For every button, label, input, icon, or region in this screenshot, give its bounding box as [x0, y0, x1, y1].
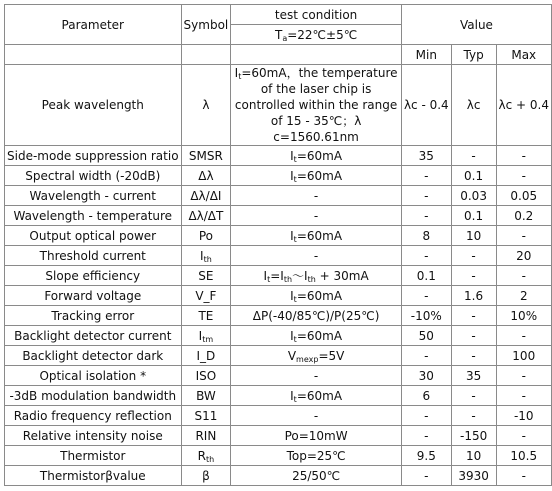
spec-table [4, 4, 552, 486]
header-blank-cond [231, 45, 402, 65]
param-cell: Radio frequency reflection [5, 406, 182, 426]
condition-cell: $I_t=60mA$ [231, 386, 402, 406]
param-cell: Backlight detector current [5, 326, 182, 346]
param-cell: Backlight detector dark [5, 346, 182, 366]
typ-cell: 10 [451, 446, 496, 466]
min-cell: 35 [401, 146, 451, 166]
symbol-cell: β [181, 466, 231, 486]
symbol-cell: Δλ/ΔT [181, 206, 231, 226]
min-cell: - [401, 246, 451, 266]
table-row [5, 426, 552, 446]
symbol-cell: BW [181, 386, 231, 406]
header-min: Min [401, 45, 451, 65]
table-row [5, 146, 552, 166]
max-cell: λc + 0.4 [496, 65, 551, 146]
header-max: Max [496, 45, 551, 65]
condition-cell: $I_t=I_{th}\sim I_{th} + 30mA$ [231, 266, 402, 286]
param-cell: Relative intensity noise [5, 426, 182, 446]
header-parameter: Parameter [5, 5, 182, 45]
param-cell: Thermistorβvalue [5, 466, 182, 486]
symbol-cell: λ [181, 65, 231, 146]
param-cell: Wavelength - current [5, 186, 182, 206]
typ-cell: - [451, 386, 496, 406]
header-blank-param [5, 45, 182, 65]
min-cell: -10% [401, 306, 451, 326]
condition-cell: Po=10mW [231, 426, 402, 446]
typ-cell: -150 [451, 426, 496, 446]
table-row [5, 366, 552, 386]
min-cell: - [401, 466, 451, 486]
condition-cell: - [231, 206, 402, 226]
header-symbol: Symbol [181, 5, 231, 45]
symbol-cell: ISO [181, 366, 231, 386]
max-cell: 10% [496, 306, 551, 326]
min-cell: - [401, 286, 451, 306]
min-cell: - [401, 406, 451, 426]
condition-cell: $I_t=60mA$ [231, 226, 402, 246]
symbol-cell: $R_{th}$ [181, 446, 231, 466]
condition-cell: - [231, 186, 402, 206]
condition-cell: - [231, 406, 402, 426]
symbol-cell: I_D [181, 346, 231, 366]
max-cell: - [496, 266, 551, 286]
symbol-cell: Δλ [181, 166, 231, 186]
max-cell: 20 [496, 246, 551, 266]
param-cell: Spectral width (-20dB) [5, 166, 182, 186]
table-row [5, 186, 552, 206]
symbol-cell: $I_{tm}$ [181, 326, 231, 346]
table-row [5, 346, 552, 366]
header-value: Value [401, 5, 551, 45]
typ-cell: 1.6 [451, 286, 496, 306]
header-row-1 [5, 5, 552, 25]
symbol-cell: Po [181, 226, 231, 246]
condition-cell: $I_t=60mA$ [231, 146, 402, 166]
min-cell: 30 [401, 366, 451, 386]
symbol-cell: V_F [181, 286, 231, 306]
condition-cell: $V_{mexp}=5V$ [231, 346, 402, 366]
symbol-cell: $I_{th}$ [181, 246, 231, 266]
param-cell: Tracking error [5, 306, 182, 326]
condition-cell: ΔP(-40/85℃)/P(25℃) [231, 306, 402, 326]
param-cell: Thermistor [5, 446, 182, 466]
param-cell: Peak wavelength [5, 65, 182, 146]
table-row [5, 406, 552, 426]
header-ambient-temp: $T_a=22℃\pm 5℃$ [231, 25, 402, 45]
min-cell: - [401, 206, 451, 226]
table-row [5, 166, 552, 186]
symbol-cell: SMSR [181, 146, 231, 166]
typ-cell: 0.1 [451, 206, 496, 226]
param-cell: Slope efficiency [5, 266, 182, 286]
symbol-cell: RIN [181, 426, 231, 446]
typ-cell: - [451, 326, 496, 346]
param-cell: Output optical power [5, 226, 182, 246]
table-row [5, 466, 552, 486]
typ-cell: - [451, 146, 496, 166]
header-test-condition: test condition [231, 5, 402, 25]
typ-cell: 10 [451, 226, 496, 246]
max-cell: - [496, 166, 551, 186]
param-cell: Threshold current [5, 246, 182, 266]
param-cell: Wavelength - temperature [5, 206, 182, 226]
typ-cell: - [451, 266, 496, 286]
min-cell: 9.5 [401, 446, 451, 466]
param-cell: -3dB modulation bandwidth [5, 386, 182, 406]
min-cell: 6 [401, 386, 451, 406]
symbol-cell: SE [181, 266, 231, 286]
symbol-cell: S11 [181, 406, 231, 426]
max-cell: - [496, 466, 551, 486]
symbol-cell: Δλ/ΔI [181, 186, 231, 206]
min-cell: - [401, 166, 451, 186]
min-cell: λc - 0.4 [401, 65, 451, 146]
max-cell: - [496, 326, 551, 346]
typ-cell: 3930 [451, 466, 496, 486]
min-cell: - [401, 346, 451, 366]
max-cell: 100 [496, 346, 551, 366]
param-cell: Optical isolation * [5, 366, 182, 386]
table-row [5, 206, 552, 226]
condition-cell: $I_t=60mA$，the temperature of the laser chip is controlled within the range of 15 - 35℃；λ c=1560.61nm [231, 65, 402, 146]
typ-cell: 0.03 [451, 186, 496, 206]
typ-cell: - [451, 346, 496, 366]
table-row [5, 286, 552, 306]
typ-cell: 0.1 [451, 166, 496, 186]
min-cell: - [401, 186, 451, 206]
max-cell: 10.5 [496, 446, 551, 466]
table-row [5, 446, 552, 466]
condition-cell: $I_t=60mA$ [231, 326, 402, 346]
condition-cell: $I_t=60mA$ [231, 166, 402, 186]
max-cell: - [496, 366, 551, 386]
typ-cell: - [451, 306, 496, 326]
table-row [5, 226, 552, 246]
header-row-3 [5, 45, 552, 65]
min-cell: 8 [401, 226, 451, 246]
symbol-cell: TE [181, 306, 231, 326]
condition-cell: Top=25℃ [231, 446, 402, 466]
min-cell: 50 [401, 326, 451, 346]
max-cell: - [496, 426, 551, 446]
max-cell: 0.2 [496, 206, 551, 226]
condition-cell: $I_t=60mA$ [231, 286, 402, 306]
max-cell: - [496, 226, 551, 246]
min-cell: - [401, 426, 451, 446]
param-cell: Forward voltage [5, 286, 182, 306]
param-cell: Side-mode suppression ratio [5, 146, 182, 166]
max-cell: 0.05 [496, 186, 551, 206]
typ-cell: - [451, 246, 496, 266]
max-cell: - [496, 386, 551, 406]
min-cell: 0.1 [401, 266, 451, 286]
table-row [5, 65, 552, 146]
condition-cell: - [231, 366, 402, 386]
max-cell: -10 [496, 406, 551, 426]
typ-cell: λc [451, 65, 496, 146]
header-typ: Typ [451, 45, 496, 65]
table-row [5, 246, 552, 266]
max-cell: - [496, 146, 551, 166]
condition-cell: 25/50℃ [231, 466, 402, 486]
table-row [5, 266, 552, 286]
header-blank-sym [181, 45, 231, 65]
table-row [5, 386, 552, 406]
condition-cell: - [231, 246, 402, 266]
table-row [5, 306, 552, 326]
max-cell: 2 [496, 286, 551, 306]
typ-cell: - [451, 406, 496, 426]
table-row [5, 326, 552, 346]
typ-cell: 35 [451, 366, 496, 386]
